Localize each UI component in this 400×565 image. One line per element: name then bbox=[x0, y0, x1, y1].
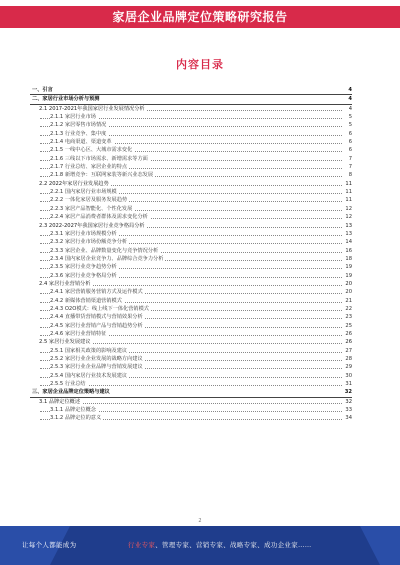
toc-entry-text: 2.2.1 国内家居行业市场规模 bbox=[50, 189, 117, 196]
toc-entry-text: 2.1.4 电商渠道、渠道变革 bbox=[50, 139, 112, 146]
toc-entry-page: 6 bbox=[348, 139, 352, 146]
toc-entry-text: 2.3.6 家居行业竞争格局分析 bbox=[50, 272, 117, 279]
toc-entry-page: 13 bbox=[345, 230, 352, 237]
toc-entry-text: 2.4.5 家居行业营销产品与营销趋势分析 bbox=[50, 322, 143, 329]
toc-entry[interactable] bbox=[30, 163, 352, 171]
toc-entry[interactable] bbox=[30, 130, 352, 138]
toc-entry-page: 7 bbox=[348, 155, 352, 162]
page-footer bbox=[0, 526, 400, 565]
toc-entry-page: 5 bbox=[348, 114, 352, 121]
toc-entry-text: 2.3 2022-2027年我国家居行业竞争格局分析 bbox=[39, 222, 145, 229]
toc-entry[interactable] bbox=[30, 86, 352, 95]
toc-entry[interactable] bbox=[30, 414, 352, 422]
toc-entry-text: 2.5.5 行业总结 bbox=[50, 381, 86, 388]
toc-entry-text: 2.5.1 国家相关政策的影响及建议 bbox=[50, 347, 128, 354]
toc-entry-page: 6 bbox=[348, 130, 352, 137]
toc-entry-text: 3.1.2 品牌定位的意义 bbox=[50, 415, 102, 422]
toc-entry[interactable] bbox=[30, 388, 352, 397]
toc-entry-text: 2.2.4 家居产品消费者群体及需求变化分析 bbox=[50, 214, 148, 221]
toc-entry-text: 2.1.8 新增竞争：互联网家装等新兴业态发展 bbox=[50, 172, 154, 179]
toc-entry-page: 7 bbox=[348, 164, 352, 171]
toc-entry-text: 2.1 2017-2021年我国家居行业发展情况分析 bbox=[39, 105, 145, 112]
toc-entry[interactable] bbox=[30, 338, 352, 346]
toc-entry-text: 2.1.2 家居零售市场情况 bbox=[50, 122, 107, 129]
toc-entry-text: 2.5 家居行业发展建议 bbox=[39, 339, 91, 346]
toc-entry[interactable] bbox=[30, 180, 352, 188]
toc-entry-text: 2.2 2022年家居行业发展趋势 bbox=[39, 180, 109, 187]
footer-slogan-right bbox=[128, 540, 312, 549]
toc-entry[interactable] bbox=[30, 188, 352, 196]
toc-entry-text: 3.1 品牌定位概述 bbox=[39, 398, 81, 405]
toc-entry[interactable] bbox=[30, 330, 352, 338]
toc-entry[interactable] bbox=[30, 280, 352, 288]
toc-entry-page: 26 bbox=[345, 339, 352, 346]
toc-entry-text: 2.3.1 家居行业市场规模分析 bbox=[50, 230, 117, 237]
toc-entry-page: 11 bbox=[345, 180, 352, 187]
toc-entry-page: 32 bbox=[345, 398, 352, 405]
toc-entry-text: 三、家居企业品牌定位策略与建议 bbox=[32, 389, 110, 396]
toc-entry-text: 2.4.4 直播带货营销模式与营销效果分析 bbox=[50, 314, 143, 321]
table-of-contents bbox=[30, 86, 352, 423]
toc-entry-page: 32 bbox=[344, 389, 352, 396]
toc-entry-text: 2.2.2 一体化家居及服务发展趋势 bbox=[50, 197, 128, 204]
toc-entry-text: 2.2.3 家居产品智能化、个性化发展 bbox=[50, 205, 133, 212]
toc-entry-page: 23 bbox=[345, 314, 352, 321]
toc-entry-text: 2.4.1 家居营销服务营销方式及运作模式 bbox=[50, 289, 143, 296]
toc-entry-page: 11 bbox=[345, 189, 352, 196]
toc-entry[interactable] bbox=[30, 213, 352, 221]
toc-entry[interactable] bbox=[30, 313, 352, 321]
toc-entry-text: 2.3.2 家居行业市场份额竞争分析 bbox=[50, 239, 128, 246]
toc-entry-page: 31 bbox=[345, 381, 352, 388]
toc-entry-page: 20 bbox=[345, 280, 352, 287]
toc-entry[interactable] bbox=[30, 406, 352, 414]
toc-entry-text: 2.5.4 国内家居行业技术发展建议 bbox=[50, 372, 128, 379]
toc-entry-page: 26 bbox=[345, 330, 352, 337]
toc-leader-dots bbox=[40, 403, 342, 404]
toc-entry-page: 4 bbox=[348, 87, 352, 93]
page-number: 2 bbox=[198, 518, 202, 524]
toc-entry-page: 33 bbox=[345, 407, 352, 414]
toc-entry-page: 18 bbox=[345, 255, 352, 262]
toc-entry-page: 19 bbox=[345, 264, 352, 271]
toc-entry-page: 5 bbox=[348, 122, 352, 129]
toc-entry-text: 2.3.3 家居企业、品牌数量变化与竞争情况分析 bbox=[50, 247, 159, 254]
toc-entry[interactable] bbox=[30, 305, 352, 313]
toc-entry[interactable] bbox=[30, 121, 352, 129]
toc-entry[interactable] bbox=[30, 171, 352, 179]
report-title: 家居企业品牌定位策略研究报告 bbox=[112, 10, 288, 24]
toc-entry[interactable] bbox=[30, 322, 352, 330]
toc-entry[interactable] bbox=[30, 288, 352, 296]
toc-entry-page: 19 bbox=[345, 272, 352, 279]
toc-entry-page: 4 bbox=[348, 105, 352, 112]
toc-entry-text: 2.1.1 家居行业市场 bbox=[50, 114, 96, 121]
toc-entry-page: 14 bbox=[345, 239, 352, 246]
toc-entry[interactable] bbox=[30, 222, 352, 230]
toc-entry[interactable] bbox=[30, 138, 352, 146]
toc-entry-page: 21 bbox=[345, 297, 352, 304]
toc-entry-page: 28 bbox=[345, 356, 352, 362]
toc-entry-text: 2.5.3 家居行业企业品牌与营销发展建议 bbox=[50, 364, 143, 371]
toc-entry-text: 3.1.1 品牌定位概念 bbox=[50, 407, 96, 414]
toc-entry[interactable] bbox=[30, 238, 352, 246]
toc-entry[interactable] bbox=[30, 263, 352, 271]
toc-entry[interactable] bbox=[30, 95, 352, 104]
toc-entry-page: 11 bbox=[345, 197, 352, 204]
toc-entry-page: 20 bbox=[345, 289, 352, 296]
toc-entry[interactable] bbox=[30, 398, 352, 406]
toc-entry-text: 二、家居行业市场分析与预测 bbox=[32, 96, 100, 103]
toc-entry[interactable] bbox=[30, 272, 352, 280]
footer-slogan-left: 让每个人都能成为 bbox=[22, 541, 77, 549]
toc-entry[interactable] bbox=[30, 155, 352, 163]
toc-entry-text: 2.5.2 家居行业企业发展的战略方向建议 bbox=[50, 356, 143, 362]
toc-entry-text: 2.1.6 三线以下市场需求、新增需求等方面 bbox=[50, 155, 148, 162]
toc-entry-text: 2.1.3 行业竞争、集中度 bbox=[50, 130, 107, 137]
toc-entry[interactable] bbox=[30, 196, 352, 204]
toc-entry-page: 12 bbox=[345, 214, 352, 221]
toc-entry[interactable] bbox=[30, 247, 352, 255]
footer-slogan-rest: 、管理专家、营销专家、战略专家、成功企业家…… bbox=[155, 541, 312, 549]
toc-entry-text: 一、引言 bbox=[32, 87, 53, 93]
toc-entry-page: 4 bbox=[348, 96, 352, 103]
toc-entry-page: 27 bbox=[345, 347, 352, 354]
toc-entry-page: 16 bbox=[345, 247, 352, 254]
toc-entry[interactable] bbox=[30, 105, 352, 113]
toc-entry-text: 2.1.5 一线中心区、大城市需求变化 bbox=[50, 147, 133, 154]
toc-entry[interactable] bbox=[30, 372, 352, 380]
toc-entry-page: 6 bbox=[348, 147, 352, 154]
toc-entry-page: 29 bbox=[345, 364, 352, 371]
toc-entry-page: 12 bbox=[345, 205, 352, 212]
toc-entry[interactable] bbox=[30, 205, 352, 213]
toc-entry-text: 2.3.4 国内家居企业竞争力、品牌综合竞争力分析 bbox=[50, 255, 164, 262]
toc-entry[interactable] bbox=[30, 347, 352, 355]
toc-entry[interactable] bbox=[30, 255, 352, 263]
toc-entry[interactable] bbox=[30, 363, 352, 371]
toc-entry-page: 22 bbox=[345, 305, 352, 312]
toc-entry-text: 2.4 家居行业营销分析 bbox=[39, 280, 91, 287]
toc-entry-page: 25 bbox=[345, 322, 352, 329]
toc-entry-text: 2.3.5 家居行业竞争趋势分析 bbox=[50, 264, 117, 271]
toc-entry-text: 2.4.3 O2O模式：线上线下一体化营销模式 bbox=[50, 305, 149, 312]
toc-entry-text: 2.4.6 家居行业营销特征 bbox=[50, 330, 107, 337]
page-header bbox=[0, 0, 400, 40]
toc-heading: 内容目录 bbox=[176, 58, 224, 71]
toc-entry-text: 2.1.7 行业总结、家居企业的特点 bbox=[50, 164, 128, 171]
toc-entry-page: 34 bbox=[345, 415, 352, 422]
toc-entry[interactable] bbox=[30, 230, 352, 238]
toc-entry[interactable] bbox=[30, 380, 352, 388]
toc-entry[interactable] bbox=[30, 146, 352, 154]
toc-entry-page: 30 bbox=[345, 372, 352, 379]
toc-entry-page: 8 bbox=[348, 172, 352, 179]
footer-slogan-highlight: 行业专家 bbox=[128, 541, 156, 549]
toc-entry-text: 2.4.2 新媒体营销渠道营销模式 bbox=[50, 297, 122, 304]
toc-entry[interactable] bbox=[30, 297, 352, 305]
toc-entry-page: 13 bbox=[345, 222, 352, 229]
toc-entry[interactable] bbox=[30, 113, 352, 121]
toc-entry[interactable] bbox=[30, 355, 352, 363]
